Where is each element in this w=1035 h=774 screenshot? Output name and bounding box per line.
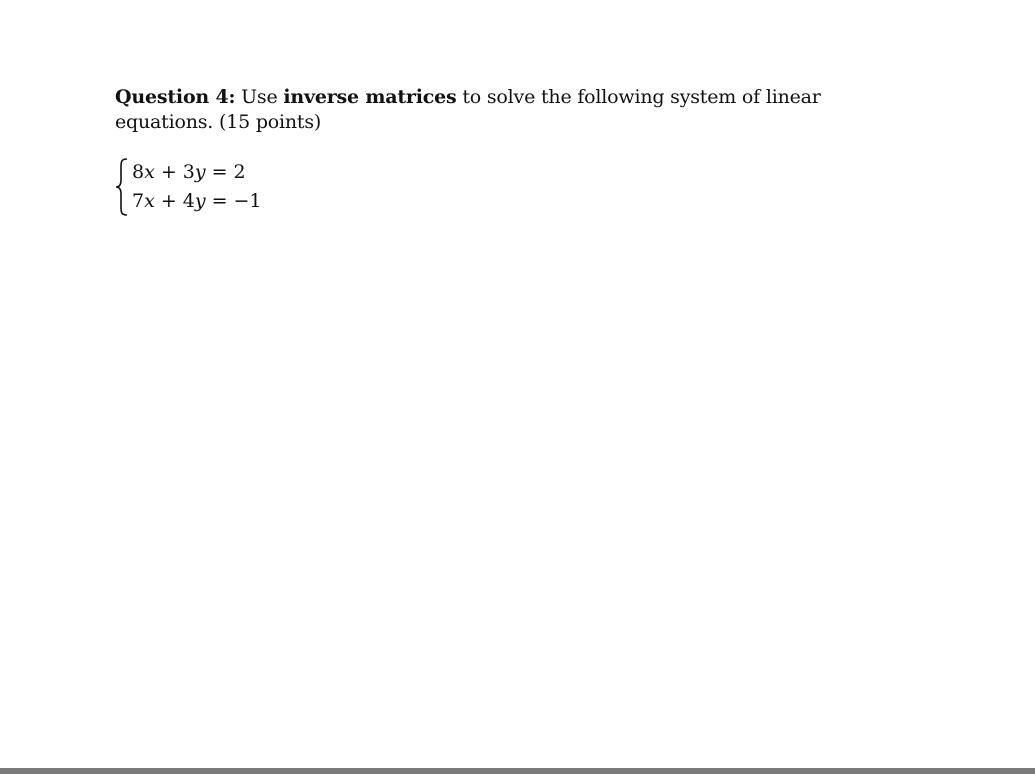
eq2-plus: + xyxy=(160,190,177,212)
eq2-var-x: x xyxy=(144,190,155,212)
eq1-coef-y: 3 xyxy=(182,161,195,183)
question-text-before: Use xyxy=(235,86,284,108)
eq1-rhs: 2 xyxy=(233,161,246,183)
eq1-coef-x: 8 xyxy=(132,161,145,183)
equation-2 xyxy=(132,187,262,216)
eq1-equals: = xyxy=(211,161,228,183)
bottom-scroll-bar xyxy=(0,768,1035,774)
eq1-plus: + xyxy=(160,161,177,183)
equation-1 xyxy=(132,158,262,187)
equation-system xyxy=(115,157,262,217)
eq1-var-x: x xyxy=(144,161,155,183)
eq2-coef-x: 7 xyxy=(132,190,145,212)
left-brace-icon xyxy=(115,158,129,216)
eq2-var-y: y xyxy=(194,190,206,212)
eq2-equals: = xyxy=(211,190,228,212)
question-text xyxy=(115,85,915,135)
question-emphasis: inverse matrices xyxy=(283,86,457,108)
equations xyxy=(132,158,262,216)
eq2-rhs: −1 xyxy=(233,190,262,212)
question-text-after: to solve the following system of linear equations. (15 points) xyxy=(115,86,821,133)
eq1-var-y: y xyxy=(194,161,206,183)
question-label: Question 4: xyxy=(115,86,236,108)
eq2-coef-y: 4 xyxy=(182,190,195,212)
